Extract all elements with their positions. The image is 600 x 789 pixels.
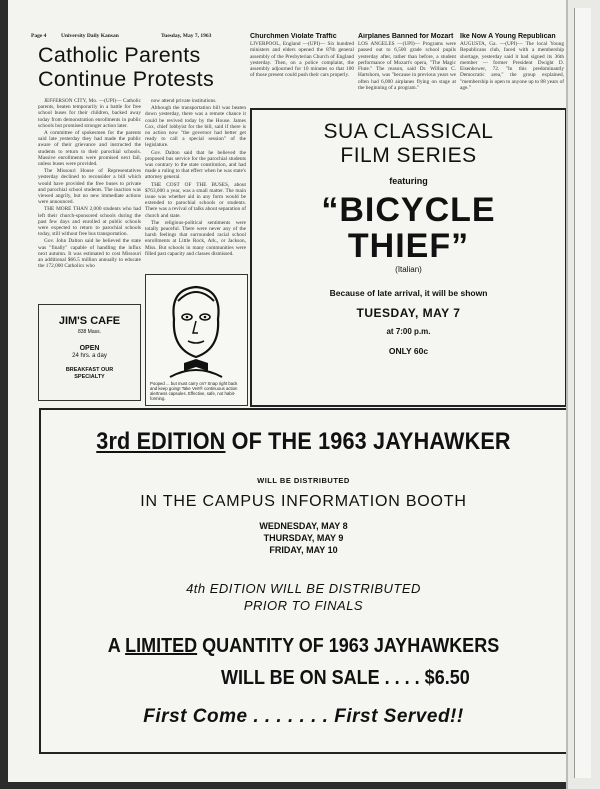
cartoon-face-illustration [160,279,232,379]
film-price: ONLY 60c [388,346,429,356]
jayhawker-will-be-distributed: WILL BE DISTRIBUTED [257,476,350,485]
story-paragraph: THE COST OF THE BUSES, about $763,000 a year, was a small matter. The main issue was whether aid in any form would be extended to parochial schools or students. There was a revival of talks about separation of church and state. [145,181,246,219]
brief-title: Ike Now A Young Republican [460,33,556,40]
sale-limited: LIMITED [125,635,198,657]
brief-title: Airplanes Banned for Mozart [358,33,454,40]
brief-text: LIVERPOOL, England —(UPI)— Six hundred ministers and elders opened the 87th general assembly of the Presbyterian Church of England yesterday. Then, on a police complaint, the assembly adjourned for 10 minutes so that 100 of those present could push their cars properly. [250,41,354,79]
headline-line-2: Continue Protests [38,67,214,91]
jayhawker-headline [67,428,540,456]
issue-date: Tuesday, May 7, 1963 [161,33,212,39]
story-paragraph: Although the transportation bill was beaten down yesterday, there was a remote chance it could be revived today by the House. James Cox, chief lobbyist for the bill, said if there is no action now "the governor had better get ready to call a special session" of the legislature. [145,105,246,149]
jayhawker-dates [41,520,566,556]
story-paragraph: A committee of spokesmen for the parents said late yesterday they had made the public aware of their grievance and instructed the students to return to their parochial schools. Massive enrollments were promised next fall, unless buses were provided. [38,130,141,168]
story-paragraph: The Missouri House of Representatives yesterday declined to reconsider a bill which would have provided the free buses to private and parochial school students. The inaction was viewed angrily, but no new immediate actions were announced. [38,168,141,206]
newspaper-page [8,0,566,782]
page-header [31,33,246,39]
jayhawker-date-2: THURSDAY, MAY 9 [263,533,344,543]
news-brief-airplanes [358,33,456,105]
sale-a: A [107,635,126,657]
film-ad-featuring: featuring [389,176,428,186]
cartoon-ad [145,274,248,406]
film-day: TUESDAY, MAY 7 [356,306,461,320]
cafe-specialty-line-1: BREAKFAST OUR [65,367,114,373]
jayhawker-date-3: FRIDAY, MAY 10 [269,545,338,555]
film-series-ad [250,108,567,407]
edition-rest: OF THE 1963 JAYHAWKER [225,428,511,455]
story-paragraph: The religious-political sentiments were totally peaceful. There were never any of the harsh feelings that surrounded racial school enrollments at Little Rock, Ark., or Jackson, Miss. But schools in many communities were filled past capacity and classes dismissed. [145,219,246,257]
jayhawker-slogan: First Come . . . . . . . First Served!! [143,706,464,727]
story-paragraph: THE MORE THAN 2,000 students who had left their church-sponsored schools during the past few days and enrolled at public schools were expected to return to parochial schools today, still without free bus transportation. [38,206,141,238]
brief-text: AUGUSTA, Ga. —(UPI)— The local Young Republicans club, faced with a membership shortage, yesterday said it had signed its 36th member — former President Dwight D. Eisenhower, 72. "In this predominantly Democratic area," the group explained, "membership is open to anyone up to 88 years of age." [460,41,564,92]
jayhawker-date-1: WEDNESDAY, MAY 8 [259,521,348,531]
cafe-hours: 24 hrs. a day [72,353,107,359]
fourth-edition-line-1: 4th EDITION WILL BE DISTRIBUTED [186,581,421,596]
news-brief-churchmen [250,33,354,105]
cafe-specialty [39,367,140,381]
fourth-edition-line-2: PRIOR TO FINALS [243,598,364,613]
cafe-specialty-line-2: SPECIALTY [74,374,105,380]
film-language: (Italian) [395,265,422,274]
film-ad-line-2: FILM SERIES [340,144,477,167]
story-paragraph: now attend private institutions. [151,98,217,104]
story-paragraph: Gov. Dalton said that he believed the proposed bus service for the parochial students was contrary to the state constitution, and had made a ruling to that effect when he was state's attorney general. [145,149,246,181]
news-brief-ike [460,33,564,105]
page-edge-inner [574,8,591,778]
main-headline [38,43,248,91]
film-title-line-2: THIEF” [347,227,470,265]
film-time: at 7:00 p.m. [386,327,431,336]
cafe-name: JIM'S CAFE [58,315,121,327]
newspaper-name: University Daily Kansan [61,33,119,39]
headline-line-1: Catholic Parents [38,43,201,67]
film-ad-line-1: SUA CLASSICAL [323,120,494,143]
page-edge [566,0,600,789]
cafe-address: 838 Mass. [77,329,102,335]
main-story-mid-column [145,98,246,273]
jayhawker-location: IN THE CAMPUS INFORMATION BOOTH [140,493,467,510]
jayhawker-sale-line-1 [67,635,540,658]
edition-word: 3rd EDITION [96,428,226,455]
jayhawker-ad [39,408,568,754]
brief-title: Churchmen Violate Traffic [250,33,337,40]
jayhawker-fourth-edition [41,580,566,614]
brief-text: LOS ANGELES —(UPI)— Programs were passed out to 6,500 grade school pupils yesterday after, rather than before, a student performance of Mozart's opera, "The Magic Flute." The reason, said Dr. William C. Hartshorn, was "because in previous years we often had 6,000 airplanes flying on stage at the beginning of a program." [358,41,456,92]
film-note: Because of late arrival, it will be shown [329,288,488,298]
jims-cafe-ad [38,304,141,401]
cafe-open: OPEN [79,345,100,352]
page-number: Page 4 [31,33,47,39]
story-paragraph: JEFFERSON CITY, Mo. —(UPI)— Catholic parents, beaten temporarily in a battle for free school buses for their children, backed away today from demonstration enrollments in public schools but promised stronger action later. [38,98,141,129]
sale-b: QUANTITY OF 1963 JAYHAWKERS [197,635,500,657]
jayhawker-sale-line-2: WILL BE ON SALE . . . . $6.50 [221,667,470,689]
main-story-left-column [38,98,141,301]
film-title-line-1: “BICYCLE [321,191,496,229]
cartoon-caption: Pooped ... but must carry on? Snap right back and keep going! Take Vert® continuous action alertness capsules. Effective, safe, not habit-forming. [150,381,238,401]
story-paragraph: Gov. John Dalton said he believed the state was "finally" capable of handling the influx next autumn. It was estimated to cost Missouri an additional $66.5 million annually to educate the 172,000 Catholics who [38,238,141,270]
